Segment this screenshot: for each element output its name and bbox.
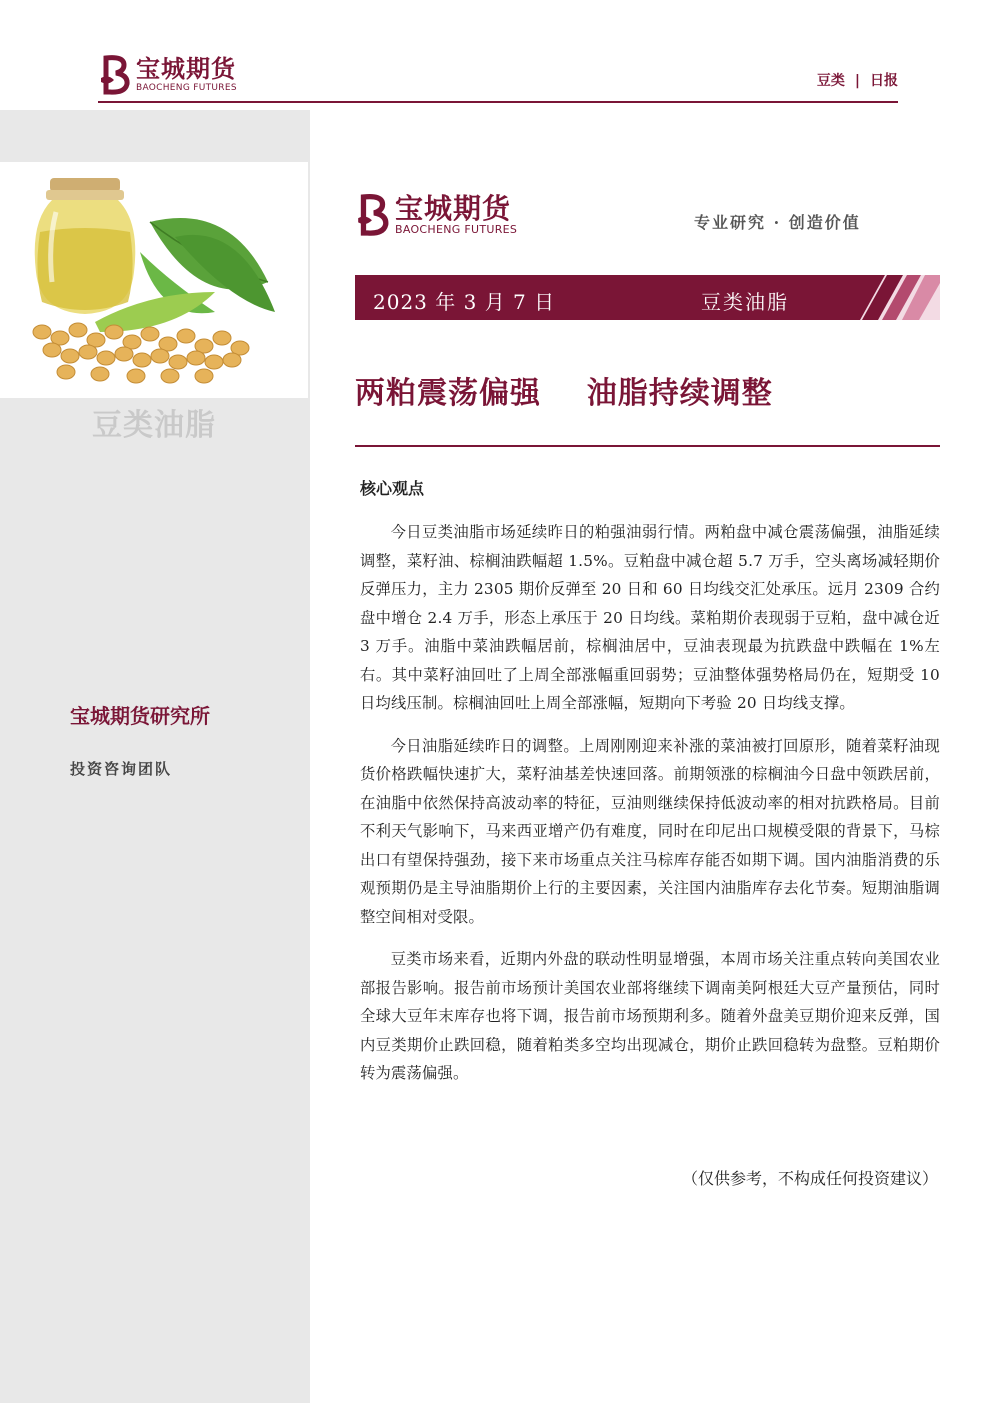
- headline: 两粕震荡偏强 油脂持续调整: [355, 376, 773, 411]
- sidebar-section-title: 豆类油脂: [92, 408, 216, 443]
- header-rule: [98, 101, 898, 103]
- report-category: 豆类油脂: [701, 290, 789, 314]
- core-label: 核心观点: [360, 479, 425, 498]
- top-header: [98, 54, 898, 102]
- baocheng-logo-icon: [98, 54, 132, 96]
- masthead-logo-en: BAOCHENG FUTURES: [395, 223, 518, 236]
- headline-rule: [355, 445, 940, 447]
- oil-jar-soybeans-photo: [0, 162, 308, 398]
- masthead-logo-cn: 宝城期货: [395, 192, 512, 225]
- sidebar: [0, 110, 310, 1403]
- article-body: [360, 518, 940, 1102]
- article-paragraph: 今日豆类油脂市场延续昨日的粕强油弱行情。两粕盘中减仓震荡偏强，油脂延续调整，菜籽油、棕榈油跌幅超 1.5%。豆粕盘中减仓超 5.7 万手，空头离场减轻期价反弹压力，主力 2305 期价反弹至 20 日和 60 日均线交汇处承压。远月 2309 合约盘中增仓 2.4 万手，形态上承压于 20 日均线。菜粕期价表现弱于豆粕，盘中减仓近 3 万手。油脂中菜油跌幅居前，棕榈油居中，豆油表现最为抗跌盘中跌幅在 1%左右。其中菜籽油回吐了上周全部涨幅重回弱势；豆油整体强势格局仍在，短期受 10 日均线压制。棕榈油回吐上周全部涨幅，短期向下考验 20 日均线支撑。: [360, 523, 940, 712]
- sidebar-institute: 宝城期货研究所: [70, 704, 210, 728]
- header-logo-en: BAOCHENG FUTURES: [136, 83, 237, 93]
- slogan: 专业研究 · 创造价值: [694, 213, 861, 232]
- baocheng-logo-icon: [355, 192, 391, 238]
- masthead-logo: [355, 192, 517, 238]
- header-logo: [98, 54, 237, 96]
- article-paragraph: 豆类市场来看，近期内外盘的联动性明显增强，本周市场关注重点转向美国农业部报告影响。报告前市场预计美国农业部将继续下调南美阿根廷大豆产量预估，同时全球大豆年末库存也将下调，报告前市场预期利多。随着外盘美豆期价迎来反弹，国内豆类期价止跌回稳，随着粕类多空均出现减仓，期价止跌回稳转为盘整。豆粕期价转为震荡偏强。: [360, 950, 940, 1082]
- date-bar: [355, 275, 940, 320]
- disclaimer: （仅供参考，不构成任何投资建议）: [681, 1169, 938, 1188]
- header-tags: [817, 70, 898, 90]
- article-paragraph: 今日油脂延续昨日的调整。上周刚刚迎来补涨的菜油被打回原形，随着菜籽油现货价格跌幅快速扩大，菜籽油基差快速回落。前期领涨的棕榈油今日盘中领跌居前，在油脂中依然保持高波动率的特征，豆油则继续保持低波动率的相对抗跌格局。目前不利天气影响下，马来西亚增产仍有难度，同时在印尼出口规模受限的背景下，马棕出口有望保持强劲，接下来市场重点关注马棕库存能否如期下调。国内油脂消费的乐观预期仍是主导油脂期价上行的主要因素，关注国内油脂库存去化节奏。短期油脂调整空间相对受限。: [360, 736, 940, 926]
- tag-category: 豆类: [816, 73, 845, 89]
- tag-separator: |: [854, 73, 860, 89]
- tag-type: 日报: [870, 73, 898, 89]
- sidebar-team: 投资咨询团队: [70, 760, 173, 778]
- header-logo-cn: 宝城期货: [136, 54, 236, 83]
- report-date: 2023 年 3 月 7 日: [373, 290, 556, 314]
